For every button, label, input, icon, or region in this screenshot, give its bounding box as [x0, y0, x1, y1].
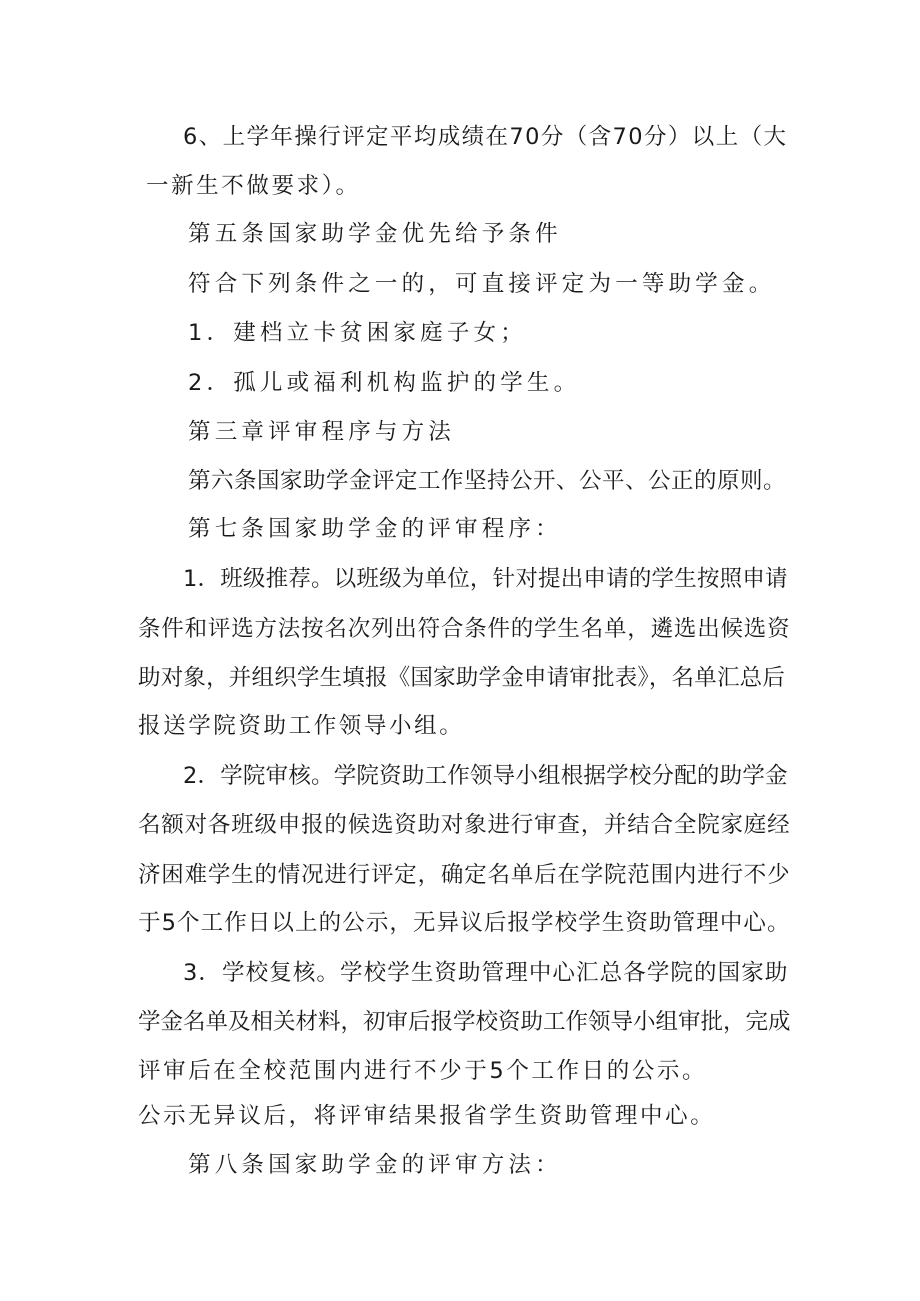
paragraph-line: 条件和评选方法按名次列出符合条件的学生名单，遴选出候选资 — [138, 616, 791, 642]
paragraph-line: 济困难学生的情况进行评定，确定名单后在学院范围内进行不少 — [138, 862, 791, 888]
section-heading: 第八条国家助学金的评审方法： — [188, 1152, 562, 1178]
paragraph-line: 报送学院资助工作领导小组。 — [138, 713, 465, 739]
paragraph-line: 学金名单及相关材料，初审后报学校资助工作领导小组审批，完成 — [138, 1009, 791, 1035]
section-heading: 第五条国家助学金优先给予条件 — [188, 221, 562, 247]
paragraph-line: 助对象，并组织学生填报《国家助学金申请审批表》，名单汇总后 — [138, 665, 786, 691]
paragraph-line: 一新生不做要求）。 — [146, 173, 361, 199]
paragraph-line: 符合下列条件之一的，可直接评定为一等助学金。 — [188, 271, 776, 297]
paragraph-line: 评审后在全校范围内进行不少于5个工作日的公示。 — [138, 1058, 708, 1084]
chapter-heading: 第三章评审程序与方法 — [188, 419, 456, 445]
paragraph-line: 6、上学年操行评定平均成绩在70分（含70分）以上（大 — [183, 124, 788, 150]
section-heading: 第六条国家助学金评定工作坚持公开、公平、公正的原则。 — [188, 468, 787, 494]
section-heading: 第七条国家助学金的评审程序： — [188, 516, 562, 542]
list-item: 1．建档立卡贫困家庭子女； — [188, 320, 527, 346]
paragraph-line: 1．班级推荐。以班级为单位，针对提出申请的学生按照申请 — [183, 566, 788, 592]
paragraph-line: 于5个工作日以上的公示，无异议后报学校学生资助管理中心。 — [138, 910, 791, 936]
paragraph-line: 2．学院审核。学院资助工作领导小组根据学校分配的助学金 — [183, 763, 788, 789]
list-item: 2．孤儿或福利机构监护的学生。 — [188, 370, 581, 396]
paragraph-line: 3．学校复核。学校学生资助管理中心汇总各学院的国家助 — [183, 960, 789, 986]
paragraph-line: 公示无异议后，将评审结果报省学生资助管理中心。 — [138, 1103, 716, 1129]
paragraph-line: 名额对各班级申报的候选资助对象进行审查，并结合全院家庭经 — [138, 812, 791, 838]
